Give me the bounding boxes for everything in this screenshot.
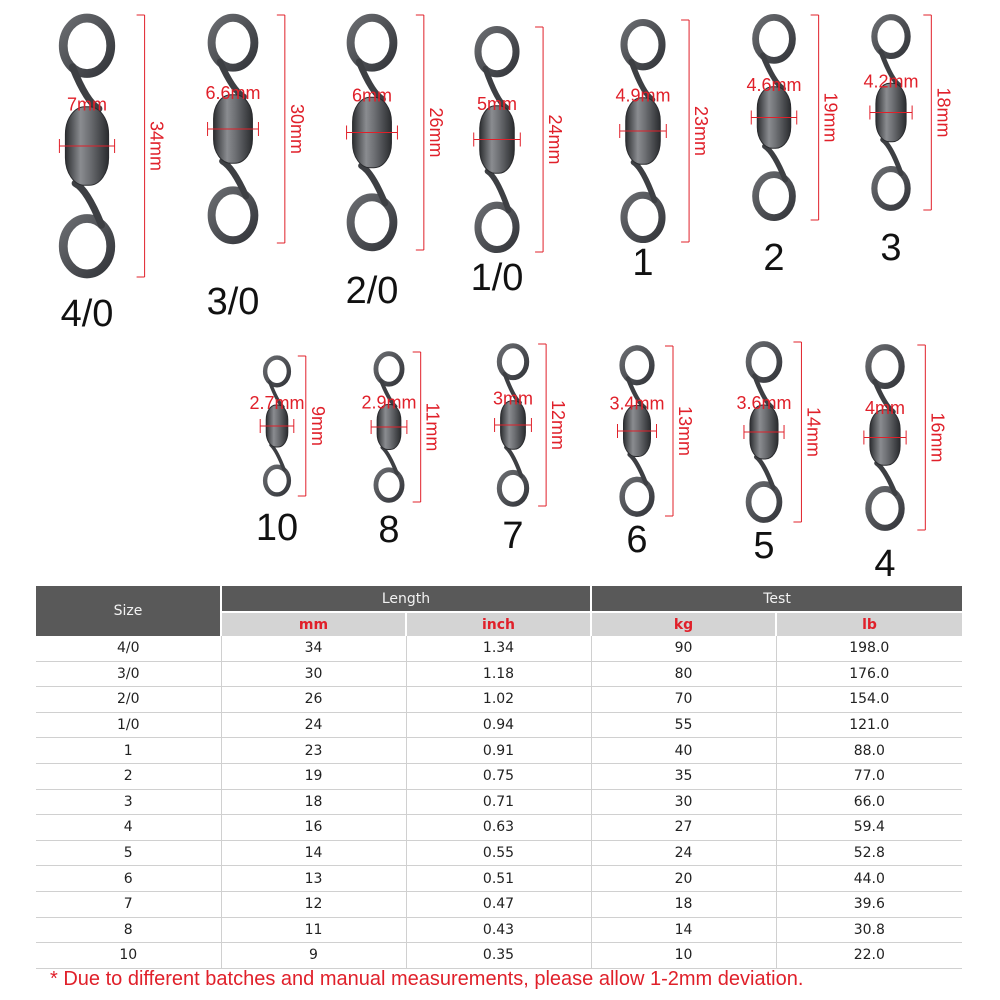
test-kg-cell: 55: [591, 712, 776, 738]
length-label: 34mm: [146, 120, 167, 172]
spec-table: [36, 586, 962, 969]
length-mm-cell: 13: [221, 866, 406, 892]
size-cell: 2: [36, 763, 221, 789]
test-kg-cell: 90: [591, 636, 776, 661]
length-label: 26mm: [425, 107, 446, 158]
size-label: 5: [753, 525, 775, 567]
length-mm-cell: 34: [221, 636, 406, 661]
table-row: [36, 943, 962, 969]
length-mm-cell: 18: [221, 789, 406, 815]
length-label: 19mm: [820, 92, 841, 143]
size-cell: 1/0: [36, 712, 221, 738]
test-lb-cell: 77.0: [776, 763, 962, 789]
length-mm-cell: 12: [221, 891, 406, 917]
test-kg-cell: 70: [591, 687, 776, 713]
test-lb-cell: 121.0: [776, 712, 962, 738]
table-row: [36, 840, 962, 866]
length-inch-cell: 1.34: [406, 636, 591, 661]
lb-column-header: lb: [776, 612, 962, 636]
length-mm-cell: 23: [221, 738, 406, 764]
length-label: 14mm: [803, 406, 824, 458]
diameter-label: 3mm: [493, 388, 533, 409]
size-label: 3: [880, 227, 902, 269]
size-cell: 6: [36, 866, 221, 892]
length-label: 11mm: [422, 402, 443, 452]
length-label: 30mm: [286, 103, 307, 155]
test-kg-cell: 18: [591, 891, 776, 917]
table-row: [36, 891, 962, 917]
test-kg-cell: 14: [591, 917, 776, 943]
table-row: [36, 712, 962, 738]
size-label: 1/0: [470, 257, 524, 299]
test-lb-cell: 154.0: [776, 687, 962, 713]
swivel-item: [736, 342, 823, 567]
test-lb-cell: 176.0: [776, 661, 962, 687]
size-cell: 4/0: [36, 636, 221, 661]
swivel-item: [471, 27, 565, 299]
test-lb-cell: 88.0: [776, 738, 962, 764]
length-inch-cell: 0.51: [406, 866, 591, 892]
diameter-label: 3.4mm: [609, 393, 665, 414]
diameter-label: 4.6mm: [746, 74, 802, 95]
size-label: 2: [763, 237, 785, 279]
length-inch-cell: 0.75: [406, 763, 591, 789]
length-group-header: Length: [221, 586, 591, 612]
test-lb-cell: 66.0: [776, 789, 962, 815]
test-kg-cell: 30: [591, 789, 776, 815]
length-mm-cell: 11: [221, 917, 406, 943]
test-kg-cell: 27: [591, 815, 776, 841]
test-group-header: Test: [591, 586, 962, 612]
test-kg-cell: 80: [591, 661, 776, 687]
table-row: [36, 815, 962, 841]
test-kg-cell: 35: [591, 763, 776, 789]
length-mm-cell: 9: [221, 943, 406, 969]
size-cell: 7: [36, 891, 221, 917]
length-inch-cell: 0.94: [406, 712, 591, 738]
size-cell: 1: [36, 738, 221, 764]
length-label: 24mm: [545, 114, 566, 165]
test-lb-cell: 52.8: [776, 840, 962, 866]
diameter-label: 2.7mm: [249, 393, 305, 413]
length-mm-cell: 30: [221, 661, 406, 687]
diameter-label: 6.6mm: [205, 82, 261, 103]
length-inch-cell: 0.71: [406, 789, 591, 815]
size-cell: 3: [36, 789, 221, 815]
length-inch-cell: 1.18: [406, 661, 591, 687]
diameter-label: 7mm: [67, 94, 107, 115]
table-row: [36, 687, 962, 713]
table-row: [36, 866, 962, 892]
length-inch-cell: 0.35: [406, 943, 591, 969]
test-lb-cell: 198.0: [776, 636, 962, 661]
deviation-footnote: * Due to different batches and manual measurements, please allow 1-2mm deviation.: [50, 968, 804, 990]
length-label: 23mm: [691, 105, 712, 157]
diameter-label: 4.9mm: [615, 85, 671, 106]
diameter-label: 6mm: [352, 85, 392, 106]
size-label: 3/0: [206, 281, 260, 323]
length-inch-cell: 0.47: [406, 891, 591, 917]
test-lb-cell: 39.6: [776, 891, 962, 917]
size-cell: 2/0: [36, 687, 221, 713]
size-label: 8: [378, 509, 400, 551]
test-lb-cell: 59.4: [776, 815, 962, 841]
swivel-item: [346, 15, 446, 312]
length-mm-cell: 24: [221, 712, 406, 738]
size-label: 4: [874, 543, 896, 585]
size-label: 10: [255, 507, 299, 549]
test-kg-cell: 40: [591, 738, 776, 764]
kg-column-header: kg: [591, 612, 776, 636]
length-label: 13mm: [675, 405, 695, 457]
size-label: 1: [632, 242, 654, 284]
test-lb-cell: 30.8: [776, 917, 962, 943]
size-label: 7: [502, 515, 524, 557]
size-cell: 8: [36, 917, 221, 943]
swivel-item: [615, 20, 711, 284]
swivel-item: [609, 346, 695, 561]
swivel-item: [361, 352, 442, 551]
size-label: 2/0: [345, 270, 399, 312]
table-row: [36, 738, 962, 764]
size-label: 6: [626, 519, 648, 561]
length-label: 9mm: [307, 406, 328, 446]
length-inch-cell: 0.55: [406, 840, 591, 866]
size-cell: 4: [36, 815, 221, 841]
swivel-item: [493, 344, 568, 557]
test-kg-cell: 24: [591, 840, 776, 866]
size-column-header: Size: [36, 586, 221, 636]
swivel-item: [59, 15, 166, 335]
test-kg-cell: 10: [591, 943, 776, 969]
table-row: [36, 789, 962, 815]
length-label: 18mm: [933, 87, 954, 138]
inch-column-header: inch: [406, 612, 591, 636]
diameter-label: 4mm: [865, 397, 905, 418]
length-mm-cell: 19: [221, 763, 406, 789]
length-mm-cell: 16: [221, 815, 406, 841]
diameter-label: 4.2mm: [863, 71, 919, 92]
table-row: [36, 661, 962, 687]
length-mm-cell: 26: [221, 687, 406, 713]
swivel-item: [746, 15, 840, 279]
diameter-label: 5mm: [477, 93, 517, 114]
size-label: 4/0: [60, 293, 114, 335]
mm-column-header: mm: [221, 612, 406, 636]
diameter-label: 2.9mm: [361, 392, 417, 413]
table-row: [36, 917, 962, 943]
test-kg-cell: 20: [591, 866, 776, 892]
test-lb-cell: 22.0: [776, 943, 962, 969]
test-lb-cell: 44.0: [776, 866, 962, 892]
length-inch-cell: 0.43: [406, 917, 591, 943]
swivel-item: [864, 345, 947, 585]
swivel-item: [249, 356, 327, 549]
size-cell: 5: [36, 840, 221, 866]
diameter-label: 3.6mm: [736, 393, 792, 413]
spec-table-container: [36, 586, 962, 969]
length-inch-cell: 0.63: [406, 815, 591, 841]
length-inch-cell: 0.91: [406, 738, 591, 764]
swivel-item: [205, 15, 306, 323]
length-inch-cell: 1.02: [406, 687, 591, 713]
length-mm-cell: 14: [221, 840, 406, 866]
table-row: [36, 636, 962, 661]
length-label: 16mm: [927, 412, 948, 463]
size-cell: 3/0: [36, 661, 221, 687]
size-cell: 10: [36, 943, 221, 969]
swivel-item: [863, 15, 953, 269]
length-label: 12mm: [548, 399, 569, 451]
table-row: [36, 763, 962, 789]
